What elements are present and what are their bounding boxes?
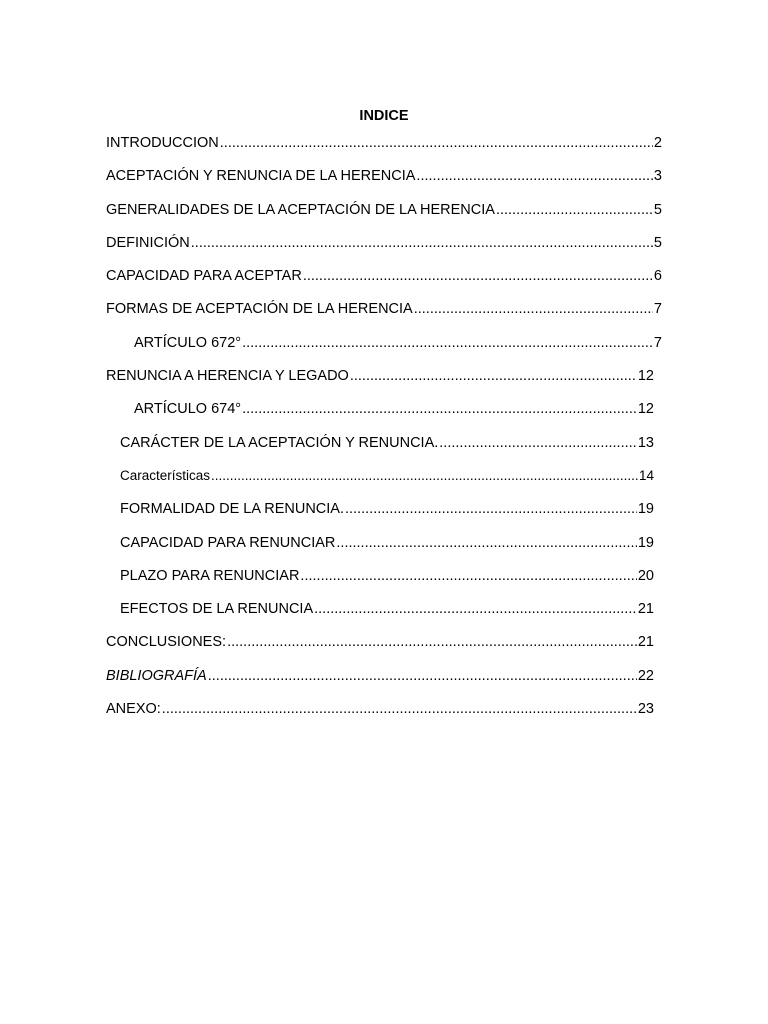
toc-entry-label: CAPACIDAD PARA ACEPTAR <box>106 268 302 285</box>
toc-entry-conclusiones[interactable] <box>106 632 662 665</box>
table-of-contents <box>106 133 662 732</box>
toc-entry-capacidad-renunciar[interactable] <box>106 533 662 566</box>
toc-entry-aceptacion-renuncia[interactable] <box>106 166 662 199</box>
toc-dot-leader <box>211 466 638 486</box>
toc-entry-formalidad[interactable] <box>106 499 662 532</box>
toc-dot-leader <box>303 266 653 286</box>
toc-entry-articulo-674[interactable] <box>106 399 662 432</box>
toc-entry-definicion[interactable] <box>106 233 662 266</box>
toc-dot-leader <box>220 133 653 153</box>
toc-entry-page: 12 <box>637 401 654 418</box>
toc-title: INDICE <box>359 108 409 124</box>
toc-dot-leader <box>242 333 653 353</box>
toc-entry-label: CONCLUSIONES: <box>106 634 227 651</box>
toc-entry-label: ARTÍCULO 672° <box>134 334 242 351</box>
toc-entry-page: 2 <box>653 135 662 151</box>
toc-entry-page: 7 <box>653 334 662 351</box>
toc-dot-leader <box>416 166 653 186</box>
toc-dot-leader <box>414 299 653 319</box>
toc-entry-introduccion[interactable] <box>106 133 662 166</box>
toc-entry-formas-aceptacion[interactable] <box>106 299 662 332</box>
toc-entry-page: 6 <box>653 268 662 285</box>
toc-entry-efectos[interactable] <box>106 599 662 632</box>
toc-entry-page: 22 <box>637 667 654 684</box>
toc-dot-leader <box>300 566 636 586</box>
toc-entry-plazo[interactable] <box>106 566 662 599</box>
toc-entry-label: FORMALIDAD DE LA RENUNCIA. <box>120 501 344 518</box>
toc-entry-label: Características <box>120 466 211 486</box>
toc-entry-page: 13 <box>637 434 654 451</box>
toc-entry-label: GENERALIDADES DE LA ACEPTACIÓN DE LA HERENCIA <box>106 201 495 218</box>
toc-entry-page: 19 <box>637 501 654 518</box>
toc-dot-leader <box>496 200 653 220</box>
toc-entry-capacidad-aceptar[interactable] <box>106 266 662 299</box>
toc-dot-leader <box>345 499 637 519</box>
toc-entry-page: 14 <box>638 467 654 483</box>
toc-entry-label: CARÁCTER DE LA ACEPTACIÓN Y RENUNCIA. <box>120 434 439 451</box>
toc-entry-label: FORMAS DE ACEPTACIÓN DE LA HERENCIA <box>106 301 413 318</box>
toc-entry-anexo[interactable] <box>106 699 662 732</box>
toc-entry-page: 21 <box>637 601 654 618</box>
toc-dot-leader <box>227 632 637 652</box>
toc-entry-page: 5 <box>653 201 662 218</box>
toc-entry-label: EFECTOS DE LA RENUNCIA <box>120 601 314 618</box>
toc-entry-label: DEFINICIÓN <box>106 234 190 251</box>
toc-entry-label: ARTÍCULO 674° <box>134 401 242 418</box>
toc-dot-leader <box>191 233 653 253</box>
toc-entry-label: ANEXO: <box>106 701 161 718</box>
toc-entry-renuncia-herencia[interactable] <box>106 366 662 399</box>
toc-dot-leader <box>242 399 637 419</box>
toc-dot-leader <box>350 366 637 386</box>
toc-entry-articulo-672[interactable] <box>106 333 662 366</box>
toc-entry-label: BIBLIOGRAFÍA <box>106 667 207 684</box>
toc-entry-page: 23 <box>637 701 654 718</box>
toc-dot-leader <box>439 433 637 453</box>
toc-entry-page: 5 <box>653 234 662 251</box>
toc-entry-page: 19 <box>637 534 654 551</box>
toc-entry-label: PLAZO PARA RENUNCIAR <box>120 567 300 584</box>
toc-dot-leader <box>314 599 637 619</box>
toc-dot-leader <box>208 666 637 686</box>
toc-entry-page: 20 <box>637 567 654 584</box>
toc-entry-page: 3 <box>653 168 662 185</box>
toc-entry-bibliografia[interactable] <box>106 666 662 699</box>
toc-entry-page: 21 <box>637 634 654 651</box>
toc-dot-leader <box>336 533 636 553</box>
toc-entry-label: ACEPTACIÓN Y RENUNCIA DE LA HERENCIA <box>106 168 416 185</box>
toc-entry-page: 12 <box>637 368 654 385</box>
toc-entry-caracter[interactable] <box>106 433 662 466</box>
toc-entry-label: RENUNCIA A HERENCIA Y LEGADO <box>106 368 349 385</box>
toc-entry-page: 7 <box>653 301 662 318</box>
toc-entry-label: INTRODUCCION <box>106 135 219 151</box>
toc-entry-label: CAPACIDAD PARA RENUNCIAR <box>120 534 336 551</box>
toc-entry-caracteristicas[interactable] <box>106 466 662 499</box>
toc-dot-leader <box>162 699 637 719</box>
toc-entry-generalidades[interactable] <box>106 200 662 233</box>
